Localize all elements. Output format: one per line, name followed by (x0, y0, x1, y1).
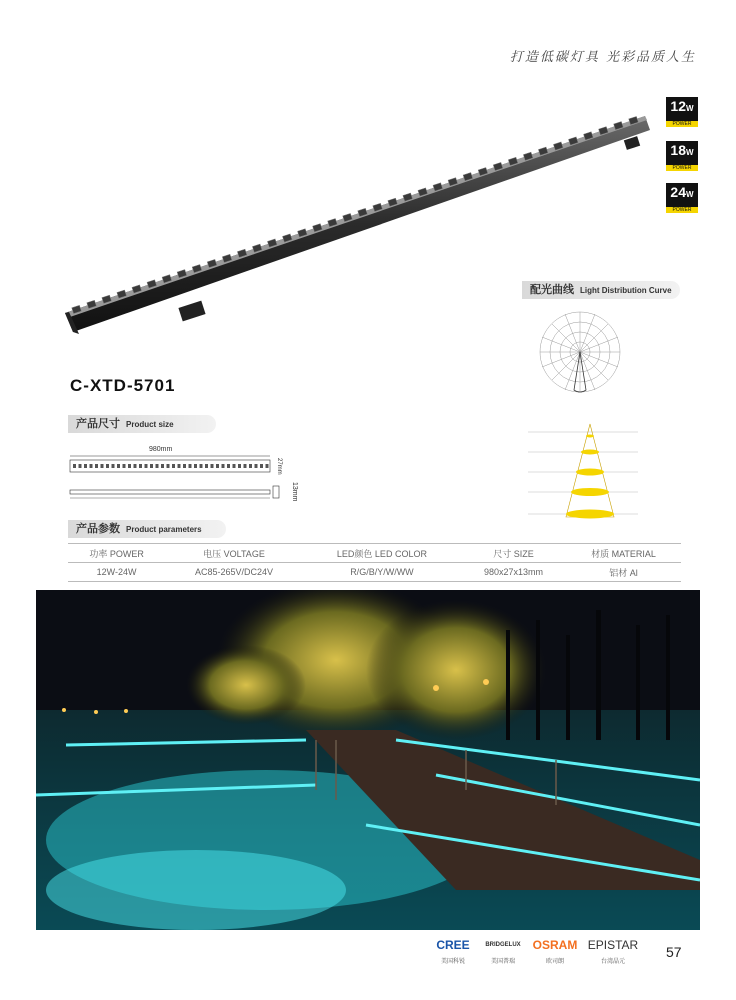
value-cell: R/G/B/Y/W/WW (303, 563, 461, 582)
led-outline (189, 464, 192, 468)
length-dimension-label: 980mm (149, 446, 173, 453)
led-outline (249, 464, 252, 468)
power-badge-24w: 24W POWER (666, 183, 698, 213)
led-outline (134, 464, 137, 468)
header-cell: 功率 POWER (68, 544, 165, 563)
led-outline (200, 464, 203, 468)
light-curve-title: 配光曲线 Light Distribution Curve (522, 281, 680, 299)
size-drawing (68, 454, 298, 509)
led-outline (238, 464, 241, 468)
header-cell: LED颜色 LED COLOR (303, 544, 461, 563)
led-outline (172, 464, 175, 468)
led-outline (117, 464, 120, 468)
height-dimension-label: 13mm (291, 482, 298, 502)
led-outline (123, 464, 126, 468)
page-number: 57 (666, 944, 682, 960)
led-outline (139, 464, 142, 468)
led-outline (211, 464, 214, 468)
header-cell: 尺寸 SIZE (461, 544, 566, 563)
led-outline (194, 464, 197, 468)
width-dimension-label: 27mm (276, 458, 282, 475)
led-outline (255, 464, 258, 468)
bridgelux-logo: BRIDGELUX 美国普瑞 (485, 942, 521, 965)
polar-distribution-diagram (528, 306, 638, 416)
led-outline (183, 464, 186, 468)
led-outline (156, 464, 159, 468)
parameters-table (68, 543, 681, 582)
led-outline (260, 464, 263, 468)
power-badge-18w: 18W POWER (666, 141, 698, 171)
led-outline (244, 464, 247, 468)
slogan: 打造低碳灯具 光彩品质人生 (509, 50, 696, 65)
led-outline (73, 464, 76, 468)
led-outline (216, 464, 219, 468)
value-cell: AC85-265V/DC24V (165, 563, 303, 582)
product-size-title: 产品尺寸 Product size (68, 415, 216, 433)
led-outline (84, 464, 87, 468)
led-outline (145, 464, 148, 468)
table-header-row (68, 544, 681, 563)
table-row (68, 563, 681, 582)
value-cell: 铝材 Al (566, 563, 681, 582)
led-outline (150, 464, 153, 468)
led-outline (233, 464, 236, 468)
osram-logo: OSRAM 欧司朗 (532, 938, 578, 965)
led-outline (167, 464, 170, 468)
led-outline (227, 464, 230, 468)
led-outline (101, 464, 104, 468)
epistar-logo: EPISTAR 台湾晶元 (587, 938, 639, 965)
header-cell: 材质 MATERIAL (566, 544, 681, 563)
led-outline (266, 464, 269, 468)
cree-logo: CREE 美国科锐 (436, 938, 470, 965)
application-photo (36, 590, 700, 930)
led-outline (90, 464, 93, 468)
led-outline (161, 464, 164, 468)
value-cell: 980x27x13mm (461, 563, 566, 582)
led-outline (128, 464, 131, 468)
led-outline (79, 464, 82, 468)
value-cell: 12W-24W (68, 563, 165, 582)
led-outline (222, 464, 225, 468)
led-outline (106, 464, 109, 468)
beam-cone-diagram (528, 422, 638, 522)
header-cell: 电压 VOLTAGE (165, 544, 303, 563)
led-outline (205, 464, 208, 468)
chip-brand-logos (430, 938, 670, 978)
product-parameters-title: 产品参数 Product parameters (68, 520, 226, 538)
power-badge-12w: 12W POWER (666, 97, 698, 127)
led-outline (178, 464, 181, 468)
led-outline (95, 464, 98, 468)
led-outline (112, 464, 115, 468)
model-number: C-XTD-5701 (70, 376, 176, 395)
